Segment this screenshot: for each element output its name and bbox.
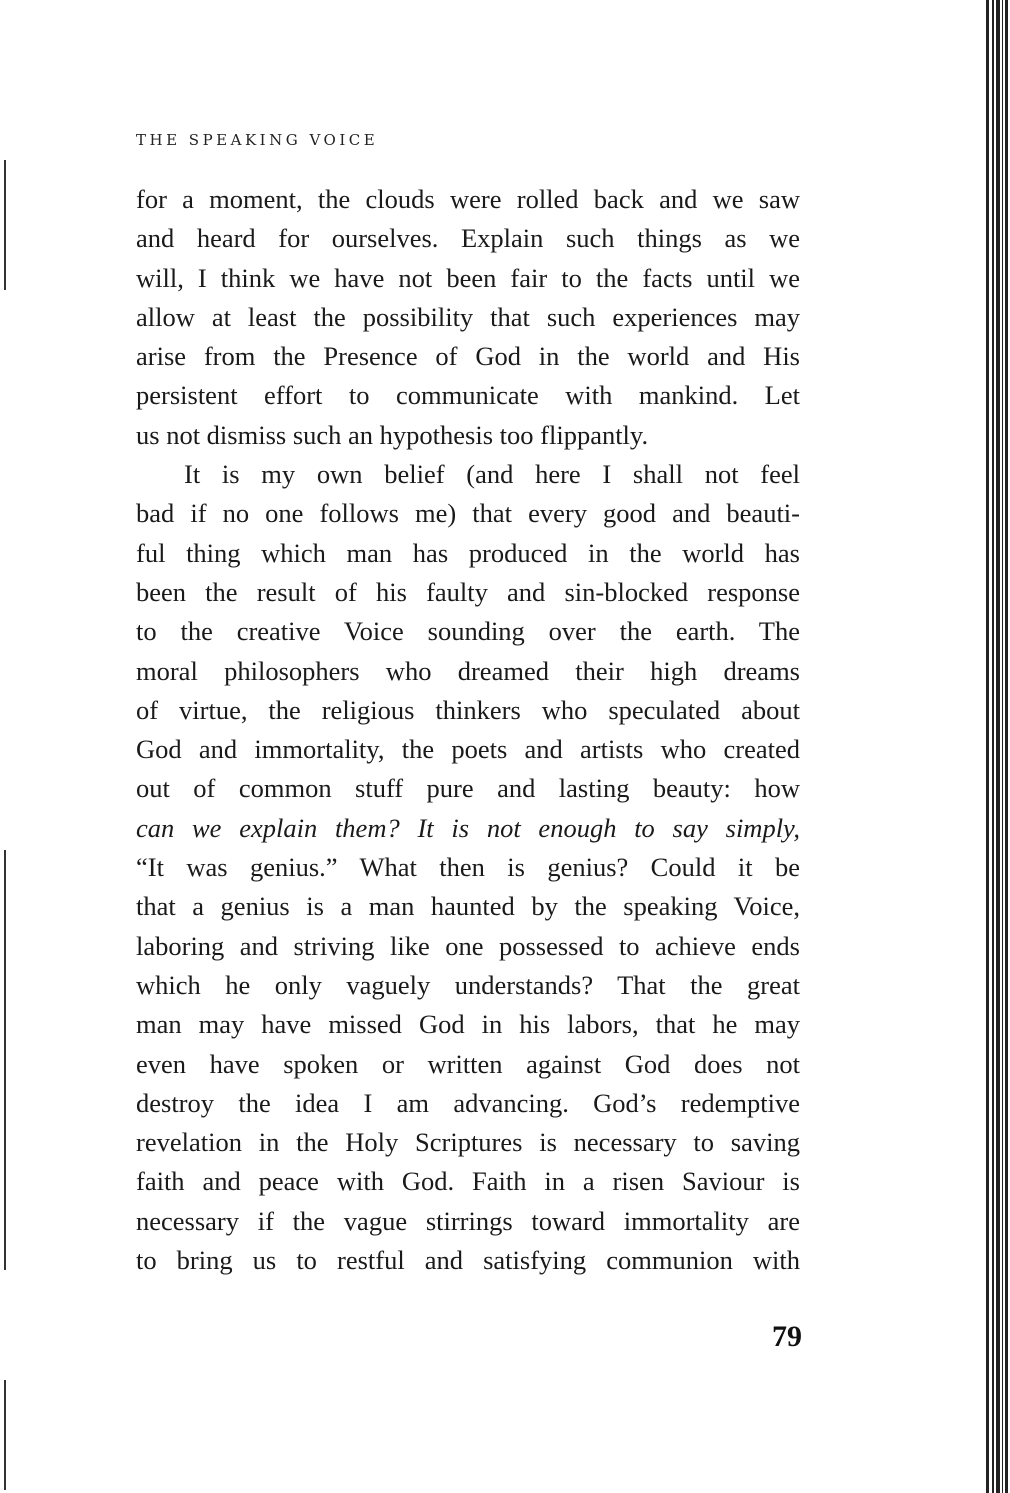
text-line: even have spoken or written against God does not — [136, 1048, 800, 1079]
text-line: of virtue, the religious thinkers who speculated about — [136, 694, 800, 725]
paragraph-end-line: us not dismiss such an hypothesis too flippantly. — [136, 419, 649, 450]
scan-edge-left — [4, 850, 6, 1270]
text-line: God and immortality, the poets and artists who created — [136, 734, 800, 765]
text-line: to bring us to restful and satisfying communion with — [136, 1245, 800, 1276]
text-line: moral philosophers who dreamed their high dreams — [136, 655, 800, 686]
text-line: faith and peace with God. Faith in a risen Saviour is — [136, 1166, 800, 1197]
text-line: revelation in the Holy Scriptures is necessary to saving — [136, 1127, 800, 1158]
text-line: man may have missed God in his labors, that he may — [136, 1009, 800, 1040]
text-line: to the creative Voice sounding over the earth. The — [136, 616, 800, 647]
running-head: THE SPEAKING VOICE — [136, 131, 379, 149]
text-line: been the result of his faulty and sin-blocked response — [136, 576, 800, 607]
scan-edge-right — [984, 0, 1010, 1493]
text-line: which he only vaguely understands? That the great — [136, 969, 800, 1000]
text-line: laboring and striving like one possessed to achieve ends — [136, 930, 800, 961]
text-line: and heard for ourselves. Explain such things as we — [136, 223, 800, 254]
scan-edge-left — [4, 1380, 6, 1490]
text-line: arise from the Presence of God in the world and His — [136, 341, 800, 372]
text-line: destroy the idea I am advancing. God’s redemptive — [136, 1087, 800, 1118]
body-text — [136, 180, 800, 1280]
text-line: out of common stuff pure and lasting beauty: how — [136, 773, 800, 804]
italic-text-line: can we explain them? It is not enough to say simply, — [136, 812, 800, 843]
text-line: that a genius is a man haunted by the speaking Voice, — [136, 891, 800, 922]
text-line: persistent effort to communicate with mankind. Let — [136, 380, 800, 411]
text-line: necessary if the vague stirrings toward immortality are — [136, 1205, 800, 1236]
paragraph-start-line: It is my own belief (and here I shall not feel — [184, 459, 800, 490]
scan-edge-left — [4, 160, 6, 290]
text-line: for a moment, the clouds were rolled back and we saw — [136, 184, 800, 214]
text-line: “It was genius.” What then is genius? Could it be — [136, 852, 800, 883]
text-line: ful thing which man has produced in the world has — [136, 537, 800, 568]
text-line: allow at least the possibility that such experiences may — [136, 301, 800, 332]
text-line: will, I think we have not been fair to the facts until we — [136, 262, 800, 293]
text-line: bad if no one follows me) that every good and beauti- — [136, 498, 800, 529]
page-number: 79 — [772, 1320, 802, 1353]
